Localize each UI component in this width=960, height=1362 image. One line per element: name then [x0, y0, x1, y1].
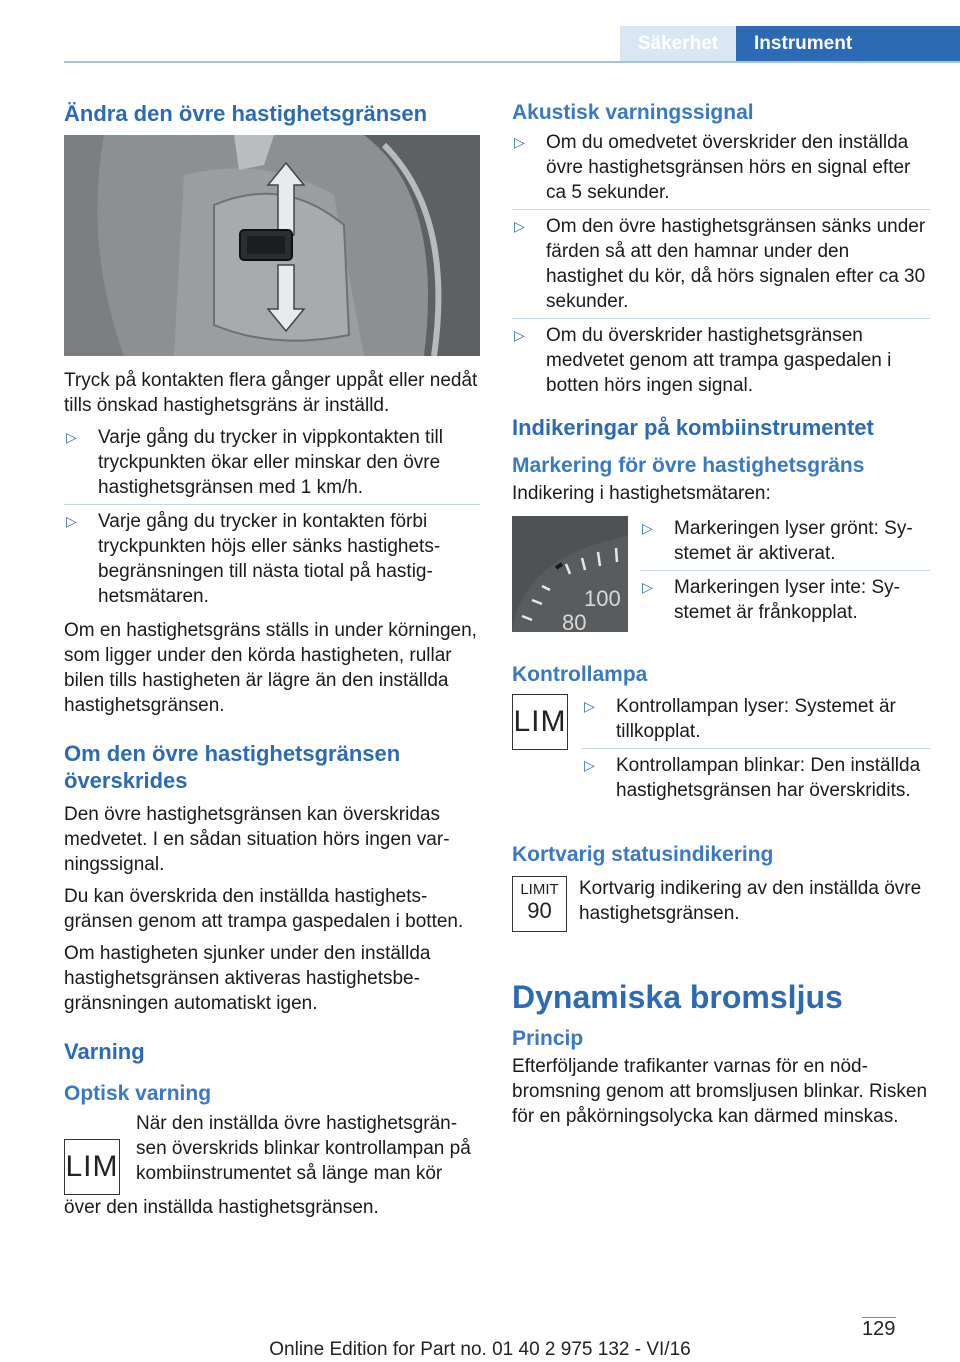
list-item — [64, 425, 480, 500]
triangle-bullet-icon: ▷ — [514, 218, 525, 234]
speedometer-illustration — [512, 516, 628, 632]
list-item — [582, 753, 930, 803]
principle-text: Efterföljande trafikanter varnas för en nödbromsning genom att bromsljusen blinkar. Risken för en påkörningsolycka kan därmed minskas. — [512, 1056, 928, 1127]
marking-intro-text: Indikering i hastighetsmätaren: — [512, 483, 771, 504]
list-divider — [512, 318, 930, 319]
heading-dynamic-brake-lights: Dynamiska bromsljus — [512, 979, 843, 1015]
heading-limit-exceeded: Om den övre hastighetsgränsen överskrides — [64, 741, 401, 793]
lim-indicator-icon: LIM — [512, 694, 568, 750]
triangle-bullet-icon: ▷ — [514, 134, 525, 150]
left-column — [64, 100, 480, 1227]
control-lamp-list — [582, 694, 930, 812]
tab-chapter-label: Instrument — [736, 26, 960, 61]
triangle-bullet-icon: ▷ — [514, 327, 525, 343]
marking-row — [512, 516, 930, 642]
limit-sign-icon — [512, 876, 567, 932]
list-divider — [64, 504, 480, 505]
list-item — [582, 694, 930, 744]
acoustic-list — [512, 130, 930, 398]
heading-limit-marking: Markering för övre hastighetsgräns — [512, 454, 865, 477]
triangle-bullet-icon: ▷ — [642, 520, 653, 536]
limit-sign-value: 90 — [527, 898, 552, 923]
exceed-text-2: Du kan överskrida den inställda hastighetsgränsen genom att trampa gaspedalen i botten. — [64, 886, 464, 932]
heading-acoustic-signal: Akustisk varningssignal — [512, 101, 754, 124]
list-item — [640, 516, 930, 566]
limit-sign-label: LIMIT — [520, 881, 559, 898]
list-item — [640, 575, 930, 625]
list-divider — [512, 209, 930, 210]
control-lamp-row — [512, 694, 930, 820]
below-speed-text: Om en hastighetsgräns ställs in under körningen, som ligger under den körda hastigheten, rullar bilen tills hastigheten är lägre än den inställda hastighetsgränsen. — [64, 620, 477, 716]
steering-wheel-illustration — [64, 135, 480, 356]
list-divider — [582, 748, 930, 749]
steering-wheel-image — [64, 135, 480, 356]
marking-list — [640, 516, 930, 634]
triangle-bullet-icon: ▷ — [66, 429, 77, 445]
tab-section-label: Säkerhet — [620, 26, 736, 61]
optical-warning-row — [64, 1111, 480, 1195]
optical-warning-text-cont: över den inställda hastighetsgränsen. — [64, 1197, 379, 1218]
triangle-bullet-icon: ▷ — [642, 579, 653, 595]
speedometer-image — [512, 516, 628, 632]
list-item-text: Varje gång du trycker in vippkontakten till tryckpunkten ökar eller minskar den övre hastighetsgränsen med 1 km/h. — [98, 427, 443, 498]
header-divider — [64, 61, 960, 63]
heading-instrument-indications: Indikeringar på kombiinstrumentet — [512, 415, 874, 440]
triangle-bullet-icon: ▷ — [584, 698, 595, 714]
page-number: 129 — [862, 1318, 896, 1340]
exceed-text-3: Om hastigheten sjunker under den inställda hastighetsgränsen aktiveras hastighetsbegränsningen automatiskt igen. — [64, 943, 431, 1014]
list-item-text: Kontrollampan lyser: Systemet är tillkopplat. — [616, 696, 896, 742]
lim-indicator-icon: LIM — [64, 1139, 120, 1195]
gauge-label-100: 100 — [584, 586, 621, 611]
right-column — [512, 100, 930, 1136]
heading-principle: Princip — [512, 1027, 584, 1050]
status-row — [512, 876, 930, 932]
triangle-bullet-icon: ▷ — [584, 757, 595, 773]
heading-change-limit: Ändra den övre hastighetsgränsen — [64, 101, 428, 126]
heading-warning: Varning — [64, 1039, 145, 1064]
list-item — [512, 130, 930, 205]
list-item-text: Om den övre hastighetsgränsen sänks under färden så att den hamnar under den hastighet du kör, då hörs signalen efter ca 30 sekunder. — [546, 216, 926, 312]
exceed-text-1: Den övre hastighetsgränsen kan överskridas medvetet. I en sådan situation hörs ingen varningssignal. — [64, 804, 450, 875]
press-instruction-text: Tryck på kontakten flera gånger uppåt eller nedåt tills önskad hastighetsgräns är inställd. — [64, 370, 478, 416]
page-header — [0, 0, 960, 62]
list-item-text: Varje gång du trycker in kontakten förbi tryckpunkten höjs eller sänks hastighetsbegränsningen till nästa tiotal på hastighetsmätaren. — [98, 511, 441, 607]
heading-control-lamp: Kontrollampa — [512, 663, 648, 686]
triangle-bullet-icon: ▷ — [66, 513, 77, 529]
list-divider — [640, 570, 930, 571]
gauge-label-80: 80 — [562, 610, 587, 632]
list-item-text: Kontrollampan blinkar: Den inställda hastighetsgränsen har överskridits. — [616, 755, 921, 801]
optical-warning-text: När den inställda övre hastighetsgränsen överskrids blinkar kontrollampan på kombiinstrumentet så länge man kör — [136, 1113, 471, 1184]
heading-status-indication: Kortvarig statusindikering — [512, 843, 774, 866]
heading-optical-warning: Optisk varning — [64, 1082, 212, 1105]
edition-text: Online Edition for Part no. 01 40 2 975 132 - VI/16 — [269, 1339, 691, 1360]
list-item — [64, 509, 480, 609]
list-item — [512, 214, 930, 314]
list-item-text: Om du omedvetet överskrider den inställda övre hastighetsgränsen hörs en signal efter ca 5 sekunder. — [546, 132, 911, 203]
step-adjust-list — [64, 425, 480, 609]
list-item — [512, 323, 930, 398]
status-text: Kortvarig indikering av den inställda övre hastighetsgränsen. — [579, 878, 922, 924]
list-item-text: Om du överskrider hastighetsgränsen medvetet genom att trampa gaspedalen i botten hörs ingen signal. — [546, 325, 892, 396]
list-item-text: Markeringen lyser grönt: Systemet är aktiverat. — [674, 518, 913, 564]
list-item-text: Markeringen lyser inte: Systemet är frånkopplat. — [674, 577, 900, 623]
